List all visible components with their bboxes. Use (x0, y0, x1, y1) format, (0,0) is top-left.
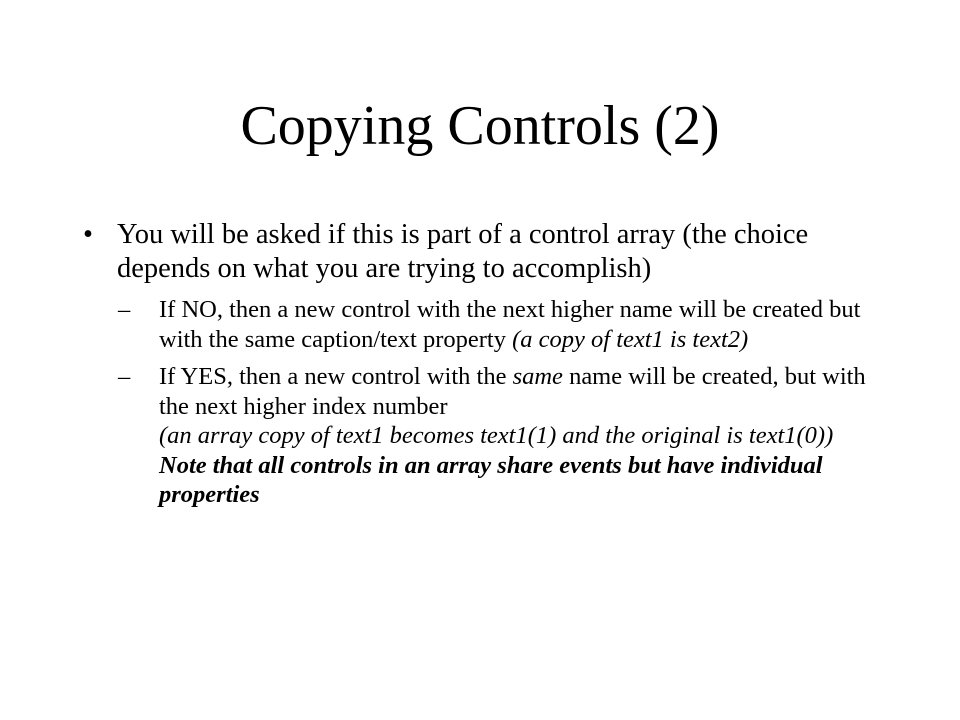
dash-marker: – (118, 363, 131, 390)
sub-item-yes-note: Note that all controls in an array share events but have individual properties (159, 451, 823, 508)
sub-item-yes-example: (an array copy of text1 becomes text1(1) and the original is text1(0)) (159, 422, 834, 449)
bullet-list (80, 218, 880, 518)
sub-item-yes-text-before: If YES, then a new control with the (159, 363, 513, 390)
slide-title: Copying Controls (2) (240, 95, 720, 157)
sub-item-no-example: (a copy of text1 is text2) (512, 325, 749, 353)
sub-item-no (80, 295, 880, 354)
dash-marker: – (118, 296, 131, 323)
bullet-marker: • (83, 219, 93, 250)
bullet-item (80, 218, 880, 286)
bullet-text: You will be asked if this is part of a control array (the choice depends on what you are trying to accomplish) (117, 219, 809, 284)
sub-item-yes-text-after: name will be created, but with the next higher index number (159, 363, 866, 420)
sub-item-no-text: If NO, then a new control with the next higher name will be created but with the same caption/text property (159, 296, 861, 353)
sub-item-yes (80, 362, 880, 510)
sub-item-yes-emphasis: same (512, 363, 563, 390)
